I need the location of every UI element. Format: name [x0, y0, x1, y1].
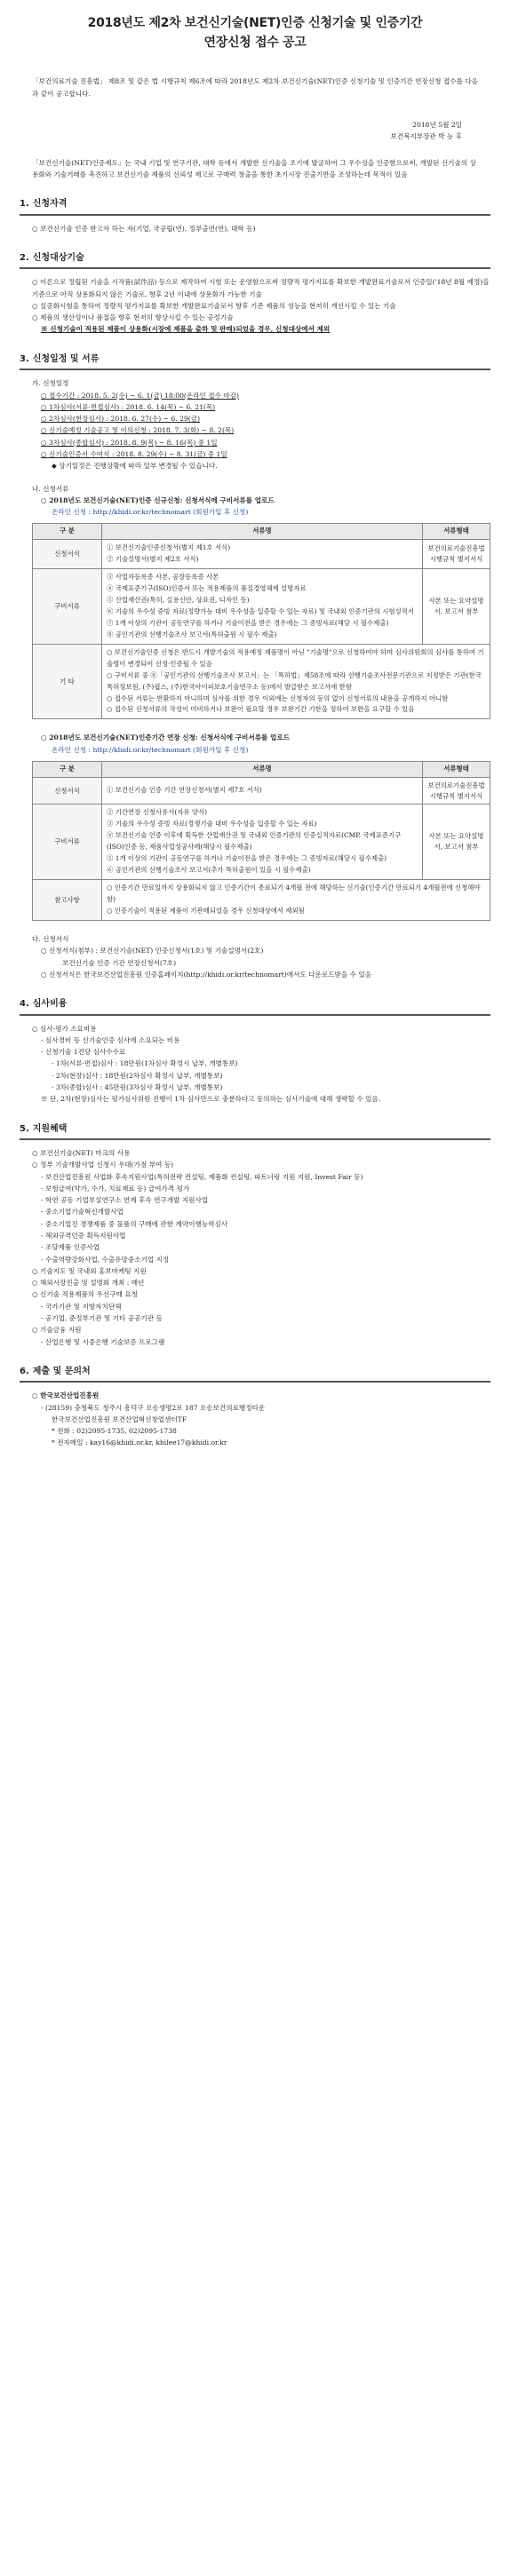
- doc-item: ③ 사업자등록증 사본, 공장등록증 사본: [107, 572, 219, 581]
- title-line-1: 2018년도 제2차 보건신기술(NET)인증 신청기술 및 인증기간: [87, 16, 423, 30]
- purpose-paragraph: 「보건신기술(NET)인증제도」는 국내 기업 및 연구기관, 대학 등에서 개발한 신기술을 조기에 발굴하여 그 우수성을 인증함으로써, 개발된 신기술의 상용화와 기술거래를 촉진하고 보건신기술 제품의 신뢰성 제고로 구매력 창출을 통한 초기시장 진출기반을 조성하는데 목적이 있음: [32, 158, 476, 178]
- new-online-link[interactable]: 온라인 신청 : http://khidi.or.kr/technomart (회원가입 후 신청): [52, 508, 249, 517]
- doc-item: ③ 기술의 우수성 증빙 자료(경쟁기술 대비 우수성을 입증할 수 있는 자료): [107, 820, 317, 828]
- subsection-title: 다. 신청서식: [32, 934, 69, 943]
- column-header-docs: 서류명: [102, 524, 423, 540]
- extension-body: [20, 732, 490, 756]
- row-docs: [102, 568, 423, 644]
- doc-item: ○ 접수된 신청서류의 작성이 미비하거나 보완이 필요할 경우 보완기간 기한을 정하여 보완을 요구할 수 있음: [107, 705, 415, 714]
- list-item: ○ 정부 기술개발사업 신청시 우대(가점 부여 등): [32, 1161, 174, 1169]
- doc-item: ○ 인증기간 만료일까지 상용화되지 않고 인증기간이 종료되기 4개월 전에 해당하는 신기술(인증기간 만료되기 4개월전에 신청해야 함): [107, 884, 481, 904]
- list-item: · 3차(종합)심사 : 45만원(3차심사 확정시 납부, 개별통보): [52, 1083, 223, 1092]
- list-item: ○ 기술지도 및 국내외 홍보마케팅 지원: [32, 1266, 147, 1275]
- doc-item: ⑥ 기술의 우수성 증빙 자료(정량가능 대비 우수성을 입증할 수 있는 자료) 및 국내외 인증기관의 시험성적서: [107, 606, 414, 615]
- doc-item: ⑤ 1개 이상의 기관이 공동연구를 하거나 기술이전을 받은 경우에는 그 증빙자료(해당시 필수제출): [107, 854, 387, 863]
- row-format: 보건의료기술진흥법 시행규칙 별지서식: [423, 540, 490, 569]
- list-item: - 수출역량강화사업, 수출유망중소기업 지정: [41, 1255, 170, 1264]
- doc-item: ⑥ 공인기관의 선행기술조사 보고서(추가 특허출원이 있을 시 필수제출): [107, 866, 311, 875]
- list-item: - 조달제품 인증사업: [41, 1243, 100, 1252]
- list-item: ○ 제품의 생산성이나 품질을 향후 현저히 향상시킬 수 있는 공정기술: [32, 313, 234, 322]
- list-item: ○ 보건신기술 인증 받고자 하는 자(기업, 국공립(연), 정부출연(연), 대학 등): [32, 224, 256, 233]
- row-category: 구비서류: [33, 805, 102, 880]
- row-format: 사본 또는 요약설명서, 보고서 첨부: [423, 805, 490, 880]
- subsection-title: 가. 신청일정: [32, 379, 69, 388]
- row-category: 신청서식: [33, 540, 102, 569]
- list-item: ○ 이론으로 정립된 기술을 시작품(試作品) 등으로 제작하여 시험 또는 운영함으로써 정량적 평가지표를 확보한 개발완료기술로서 인증일('18년 8월 예정)을 기준으로 아직 상용화되지 않은 기술로, 향후 2년 이내에 상용화가 가능한 기술: [32, 278, 490, 298]
- doc-item: ④ 국제표준기구(ISO)인증서 또는 적용제품의 품질경영체제 설명자료: [107, 583, 307, 592]
- section-heading-benefits: [20, 1123, 490, 1141]
- doc-item: ⑧ 공인기관의 선행기술조사 보고서(특허출원 시 필수 제출): [107, 630, 277, 638]
- list-item: - 공기업, 준정부기관 및 기타 공공기관 등: [41, 1314, 163, 1323]
- list-item: · 1차(서류·면접)심사 : 18만원(1차심사 확정시 납부, 개별통보): [52, 1059, 238, 1068]
- target-tech-body: [20, 276, 490, 335]
- section-heading-fees: [20, 998, 490, 1016]
- list-item: - 산업은행 및 시중은행 기술보증 프로그램: [41, 1337, 165, 1346]
- list-item: ○ 신기술 적용제품의 우선구매 요청: [32, 1290, 138, 1299]
- column-header-docs: 서류명: [102, 761, 423, 777]
- contact-email[interactable]: * 전자메일 : kay16@khidi.or.kr, khilee17@khidi.or.kr: [52, 1439, 227, 1447]
- schedule-item: ○ 신기술예정 기술공고 및 이의신청 : 2018. 7. 3(화) ~ 8. 2(목): [41, 426, 235, 435]
- extension-heading: ○ 2018년도 보건신기술(NET)인증기간 연장 신청: 신청서식에 구비서류를 업로드: [41, 733, 291, 742]
- list-item: · 2차(현장)심사 : 18만원(2차심사 확정시 납부, 개별통보): [52, 1071, 223, 1080]
- exclusion-note: ※ 신청기술이 적용된 제품이 상용화(시장에 제품을 출하 및 판매)되었을 경우, 신청대상에서 제외: [41, 325, 331, 334]
- schedule-item: ○ 신기술인증서 수여식 : 2018. 8. 29(수) ~ 8. 31(금) 중 1일: [41, 449, 227, 458]
- section-number: 5.: [20, 1123, 29, 1134]
- section-heading-eligibility: [20, 198, 490, 216]
- table-row: [33, 644, 490, 719]
- row-format: 보건의료기술진흥법 시행규칙 별지서식: [423, 777, 490, 805]
- list-item: - 신청기술 1건당 심사수수료: [41, 1048, 126, 1057]
- section-heading-schedule: [20, 353, 490, 371]
- section-title: 심사비용: [32, 999, 68, 1010]
- doc-item: ○ 구비서류 중 ⑧「공인기관의 선행기술조사 보고서」는 「특허법」제58조에 따라 선행기술조사전문기관으로 지정받은 기관(한국특허정보원, (주)윕스, (주)한국아이피보호기술연구소 등)에서 발급받은 보고서에 한함: [107, 670, 482, 691]
- row-category: 신청서식: [33, 777, 102, 805]
- table-row: [33, 805, 490, 880]
- row-category: 기 타: [33, 644, 102, 719]
- doc-item: ○ 보건신기술인증 신청은 반드시 개발기술의 적용예정 제품명이 아닌 "기술명"으로 신청하여야 하며 심사위원회의 심사를 통하여 기술명이 변경되어 선정·인증될 수 있음: [107, 647, 484, 668]
- list-item: - 중소기업진 경쟁제품 중 물품의 구매에 관한 계약이행능력심사: [41, 1219, 228, 1228]
- new-application-table: [32, 523, 490, 719]
- title-line-2: 연장신청 접수 공고: [203, 35, 307, 50]
- column-header-format: 서류형태: [423, 524, 490, 540]
- list-item: ○ 심사·평가 소요비용: [32, 1024, 97, 1033]
- list-item: ○ 해외시장진출 및 설명회 개최 : 매년: [32, 1279, 145, 1288]
- doc-item: ○ 인증기술이 적용된 제품이 기판매되었을 경우 신청대상에서 제외됨: [107, 907, 305, 915]
- list-item: - 심사경비 등 신기술인증 심사에 소요되는 비용: [41, 1035, 180, 1044]
- doc-item: ② 기술설명서(별지 제2호 서식): [107, 555, 199, 564]
- row-docs: [102, 644, 490, 719]
- list-item: - 해외규격인증 획득지원사업: [41, 1232, 126, 1240]
- doc-item: ② 기간연장 신청사유서(자유 양식): [107, 808, 208, 817]
- table-row: [33, 880, 490, 921]
- schedule-body: [20, 377, 490, 518]
- list-item: ○ 보건신기술(NET) 마크의 사용: [32, 1149, 131, 1158]
- table-row: [33, 777, 490, 805]
- row-category: 구비서류: [33, 568, 102, 644]
- table-row: [33, 568, 490, 644]
- schedule-item: ○ 1차심사(서류·면접심사) : 2018. 6. 14(목) ~ 6. 21(목): [41, 402, 216, 411]
- column-header-format: 서류형태: [423, 761, 490, 777]
- forms-item: ○ 신청서식은 한국보건산업진흥원 인증홈페이지(http://khidi.or.kr/technomart)에서도 다운로드받을 수 있음: [41, 970, 372, 979]
- section-number: 2.: [20, 252, 29, 263]
- section-number: 3.: [20, 353, 29, 364]
- section-number: 4.: [20, 999, 29, 1010]
- column-header-type: 구 분: [33, 761, 102, 777]
- row-format: 사본 또는 요약설명서, 보고서 첨부: [423, 568, 490, 644]
- signature-block: [20, 119, 490, 143]
- contact-address: - (28159) 충청북도 청주시 흥덕구 오송생명2로 187 오송보건의료행정타운: [41, 1403, 266, 1412]
- extension-online-link[interactable]: 온라인 신청 : http://khidi.or.kr/technomart (회원가입 후 신청): [52, 745, 249, 754]
- schedule-item: ○ 접수기간 : 2018. 5. 2(수) ~ 6. 1(금) 18:00(온라인 접수 마감): [41, 391, 240, 400]
- table-header-row: [33, 524, 490, 540]
- section-heading-target-tech: [20, 252, 490, 270]
- section-heading-contact: [20, 1366, 490, 1383]
- contact-body: [20, 1390, 490, 1448]
- section-title: 신청일정 및 서류: [32, 353, 100, 364]
- section-number: 1.: [20, 199, 29, 210]
- list-item: - 보험급여(약가, 수가, 치료재료 등) 급여가격 평가: [41, 1184, 190, 1193]
- doc-item: ⑦ 1개 이상의 기관이 공동연구를 하거나 기술이전을 받은 경우에는 그 증빙자료(해당 시 필수제출): [107, 618, 389, 627]
- doc-item: ① 보건신기술인증신청서(별지 제1호 서식): [107, 543, 231, 552]
- table-header-row: [33, 761, 490, 777]
- section-title: 제출 및 문의처: [32, 1366, 91, 1376]
- list-item: ※ 단, 2차(현장)심사는 평가심사위원 진행이 1차 심사만으로 충분하다고 동의하는 심사기술에 대해 생략할 수 있음.: [41, 1095, 381, 1104]
- row-docs: [102, 880, 490, 921]
- doc-item: ○ 접수된 서류는 반환하지 아니하며 심사를 위한 경우 이외에는 신청자의 동의 없이 신청서류의 내용을 공개하지 아니함: [107, 694, 449, 702]
- list-item: ○ 실증화시험을 통하여 정량적 평가지표를 확보한 개발완료기술로서 향후 기존 제품의 성능을 현저히 개선시킬 수 있는 기술: [32, 301, 396, 310]
- row-docs: [102, 777, 423, 805]
- schedule-note: ◆ 상기일정은 진행상황에 따라 일부 변경될 수 있습니다.: [52, 462, 218, 471]
- contact-phone: * 전화 : 02)2095-1735, 02)2095-1738: [52, 1427, 177, 1436]
- list-item: ○ 기술금융 지원: [32, 1326, 82, 1335]
- table-row: [33, 540, 490, 569]
- contact-org: ○ 한국보건산업진흥원: [32, 1391, 100, 1400]
- row-docs: [102, 805, 423, 880]
- intro-paragraph: 「보건의료기술 진흥법」 제8조 및 같은 법 시행규칙 제6조에 따라 2018년도 제2차 보건신기술(NET)인증 신청기술 및 인증기간 연장신청 접수를 다음과 같이 공고합니다.: [32, 77, 478, 98]
- list-item: - 중소기업기술혁신개발사업: [41, 1208, 124, 1217]
- eligibility-body: [20, 223, 490, 234]
- section-number: 6.: [20, 1366, 29, 1376]
- issuer-name: 보건복지부장관 박 능 후: [390, 132, 462, 141]
- benefits-body: [20, 1147, 490, 1348]
- row-category: 참고사항: [33, 880, 102, 921]
- list-item: - 학연 공동 기업부설연구소 연계 후속 연구개발 지원사업: [41, 1196, 209, 1205]
- announcement-date: 2018년 5월 2일: [412, 120, 462, 129]
- forms-item: 보건신기술 인증 기간 연장신청서(7호): [62, 958, 177, 967]
- list-item: - 보건산업진흥원 사업화 후속지원사업(특허전략 컨설팅, 제품화 컨설팅, 파트너링 지원 지원, Invest Fair 등): [41, 1172, 363, 1181]
- doc-item: ④ 보건신기술 인증 이후에 획득한 산업재산권 및 국내외 인증기관의 인증실적자료(CMP, 국제표준기구(ISO)인증 등, 제품사업성공사례(해당시 필수제출): [107, 831, 402, 852]
- forms-body: [20, 933, 490, 980]
- new-application-heading: ○ 2018년도 보건신기술(NET)인증 신규신청: 신청서식에 구비서류를 업로드: [41, 495, 275, 504]
- section-title: 신청대상기술: [32, 252, 84, 263]
- section-title: 지원혜택: [32, 1123, 68, 1134]
- section-title: 신청자격: [32, 199, 68, 210]
- page-title: [20, 14, 490, 52]
- extension-table: [32, 761, 490, 921]
- contact-department: 한국보건산업진흥원 보건산업혁신창업센터TF: [52, 1415, 187, 1423]
- fees-body: [20, 1023, 490, 1106]
- subsection-title: 나. 신청서류: [32, 484, 69, 493]
- schedule-item: ○ 2차심사(현장심사) : 2018. 6. 27(수) ~ 6. 29(금): [41, 415, 201, 424]
- row-docs: [102, 540, 423, 569]
- doc-item: ① 보건신기술 인증 기간 연장신청서(별지 제7호 서식): [107, 786, 262, 795]
- column-header-type: 구 분: [33, 524, 102, 540]
- forms-item: ○ 신청서식(첨부) : 보건신기술(NET) 인증신청서(1호) 및 기술설명서(2호): [41, 947, 264, 955]
- doc-item: ⑤ 산업재산권(특허, 실용신안, 상표권, 디자인 등): [107, 595, 250, 604]
- list-item: - 국가기관 및 지방자치단체: [41, 1302, 122, 1311]
- schedule-item: ○ 3차심사(종합심사) : 2018. 8. 9(목) ~ 8. 16(목) 중 1일: [41, 438, 218, 447]
